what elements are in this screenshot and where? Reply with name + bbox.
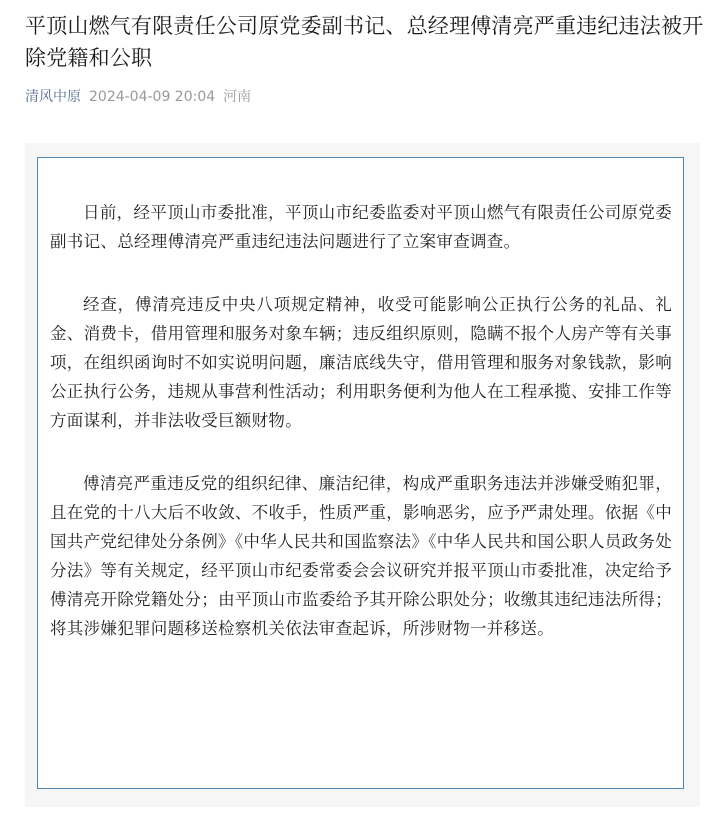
article-body (50, 198, 672, 677)
article-meta (25, 87, 251, 107)
publish-datetime: 2024-04-09 20:04 (89, 89, 216, 105)
paragraph-2: 经查，傅清亮违反中央八项规定精神，收受可能影响公正执行公务的礼品、礼金、消费卡，借用管理和服务对象车辆；违反组织原则，隐瞒不报个人房产等有关事项，在组织函询时不如实说明问题，廉洁底线失守，借用管理和服务对象钱款，影响公正执行公务，违规从事营利性活动；利用职务便利为他人在工程承揽、安排工作等方面谋利，并非法收受巨额财物。 (50, 295, 672, 430)
paragraph-3: 傅清亮严重违反党的组织纪律、廉洁纪律，构成严重职务违法并涉嫌受贿犯罪，且在党的十八大后不收敛、不收手，性质严重，影响恶劣，应予严肃处理。依据《中国共产党纪律处分条例》《中华人民共和国监察法》《中华人民共和国公职人员政务处分法》等有关规定，经平顶山市纪委常委会会议研究并报平顶山市委批准，决定给予傅清亮开除党籍处分；由平顶山市监委给予其开除公职处分；收缴其违纪违法所得；将其涉嫌犯罪问题移送检察机关依法审查起诉，所涉财物一并移送。 (50, 474, 672, 638)
article-title: 平顶山燃气有限责任公司原党委副书记、总经理傅清亮严重违纪违法被开除党籍和公职 (25, 14, 704, 70)
region-label: 河南 (223, 89, 252, 105)
content-frame (37, 157, 684, 789)
content-panel (25, 143, 700, 807)
paragraph-1: 日前，经平顶山市委批准，平顶山市纪委监委对平顶山燃气有限责任公司原党委副书记、总经理傅清亮严重违纪违法问题进行了立案审查调查。 (50, 203, 672, 251)
source-link[interactable]: 清风中原 (25, 89, 81, 105)
